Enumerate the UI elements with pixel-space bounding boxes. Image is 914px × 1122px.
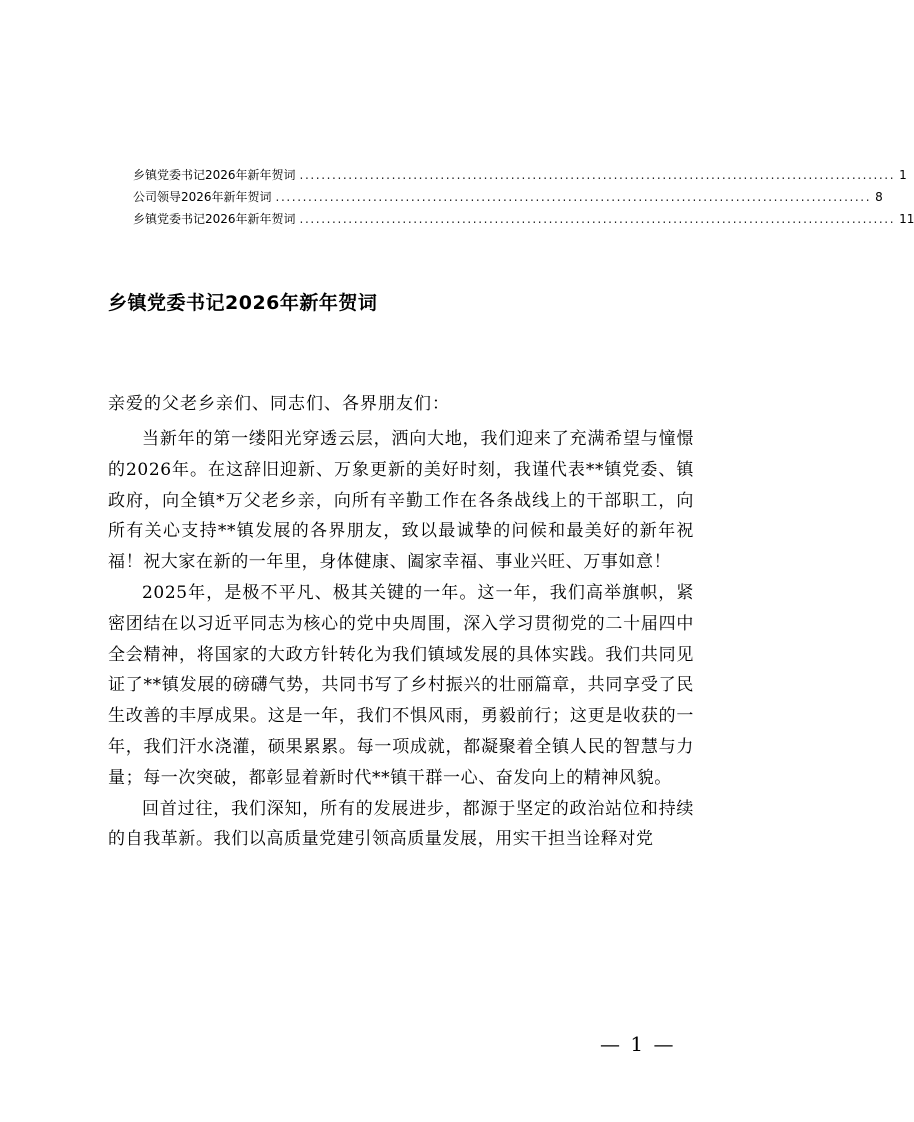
- toc-entry-title: 公司领导2026年新年贺词: [133, 190, 272, 204]
- page-number: — 1 —: [600, 1032, 676, 1056]
- salutation: 亲爱的父老乡亲们、同志们、各界朋友们：: [108, 394, 450, 414]
- toc-entry[interactable]: [133, 208, 914, 230]
- table-of-contents: [133, 164, 914, 230]
- toc-entry[interactable]: [133, 186, 883, 208]
- document-title: 乡镇党委书记2026年新年贺词: [108, 292, 378, 314]
- toc-leader-dots: ..............................................................................................................: [299, 168, 896, 182]
- body-paragraph: 回首过往，我们深知，所有的发展进步，都源于坚定的政治站位和持续的自我革新。我们以高质量党建引领高质量发展，用实干担当诠释对党: [108, 798, 694, 850]
- toc-entry-page: 1: [899, 168, 907, 182]
- toc-leader-dots: ..............................................................................................................: [275, 190, 872, 204]
- body-paragraph: 2025年，是极不平凡、极其关键的一年。这一年，我们高举旗帜，紧密团结在以习近平同志为核心的党中央周围，深入学习贯彻党的二十届四中全会精神，将国家的大政方针转化为我们镇域发展的具体实践。我们共同见证了**镇发展的磅礴气势，共同书写了乡村振兴的壮丽篇章，共同享受了民生改善的丰厚成果。这是一年，我们不惧风雨，勇毅前行；这更是收获的一年，我们汗水浇灌，硕果累累。每一项成就，都凝聚着全镇人民的智慧与力量；每一次突破，都彰显着新时代**镇干群一心、奋发向上的精神风貌。: [108, 582, 694, 788]
- toc-entry-page: 8: [875, 190, 883, 204]
- toc-entry-title: 乡镇党委书记2026年新年贺词: [133, 168, 296, 182]
- toc-leader-dots: ..............................................................................................................: [299, 212, 896, 226]
- toc-entry-page: 11: [899, 212, 914, 226]
- document-body: [108, 424, 694, 855]
- toc-entry[interactable]: [133, 164, 907, 186]
- toc-entry-title: 乡镇党委书记2026年新年贺词: [133, 212, 296, 226]
- body-paragraph: 当新年的第一缕阳光穿透云层，洒向大地，我们迎来了充满希望与憧憬的2026年。在这辞旧迎新、万象更新的美好时刻，我谨代表**镇党委、镇政府，向全镇*万父老乡亲，向所有辛勤工作在各条战线上的干部职工，向所有关心支持**镇发展的各界朋友，致以最诚挚的问候和最美好的新年祝福！祝大家在新的一年里，身体健康、阖家幸福、事业兴旺、万事如意！: [108, 429, 694, 573]
